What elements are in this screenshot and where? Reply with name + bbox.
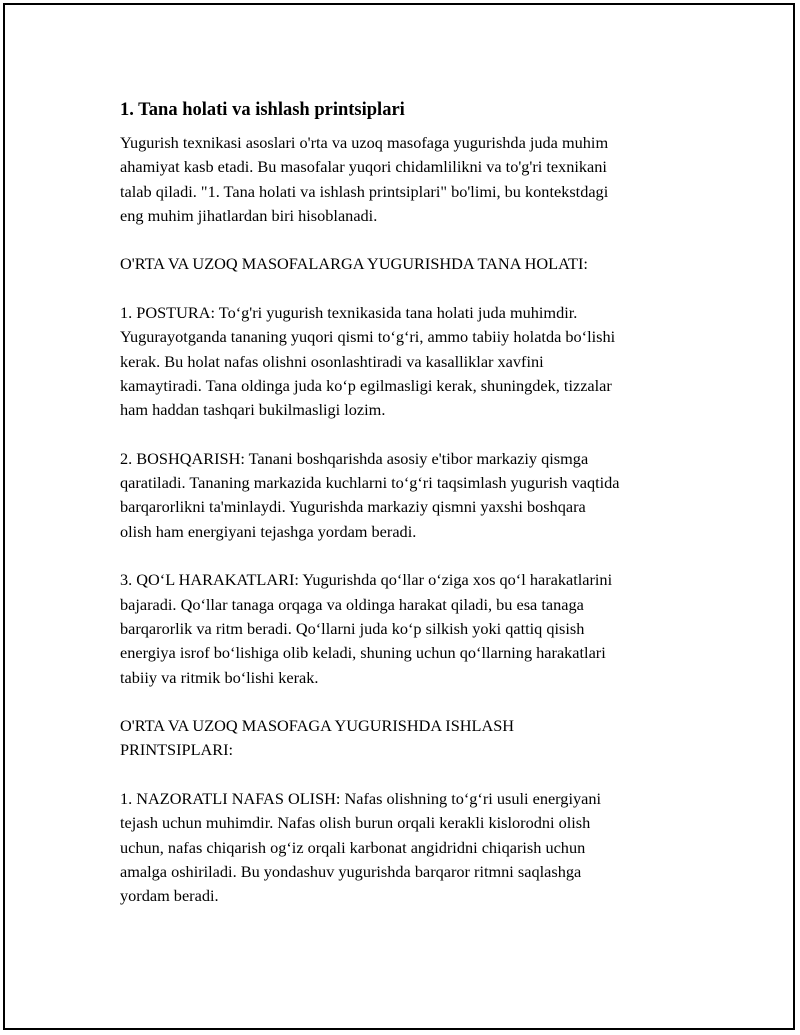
- text-line: talab qiladi. "1. Tana holati va ishlash printsiplari" bo'limi, bu kontekstdagi: [120, 181, 609, 201]
- qol-harakatlari-paragraph: [120, 568, 700, 689]
- text-line: PRINTSIPLARI:: [120, 740, 234, 760]
- text-line: 3. QO‘L HARAKATLARI: Yugurishda qo‘llar o‘ziga xos qo‘l harakatlarini: [120, 570, 613, 590]
- text-line: eng muhim jihatlardan biri hisoblanadi.: [120, 205, 378, 225]
- text-line: 1. POSTURA: To‘g'ri yugurish texnikasida tana holati juda muhimdir.: [120, 303, 578, 323]
- text-line: energiya isrof bo‘lishiga olib keladi, shuning uchun qo‘llarning harakatlari: [120, 643, 606, 663]
- boshqarish-paragraph: [120, 447, 700, 544]
- text-line: Yugurayotganda tananing yuqori qismi to‘g‘ri, ammo tabiiy holatda bo‘lishi: [120, 327, 616, 347]
- text-line: O'RTA VA UZOQ MASOFALARGA YUGURISHDA TANA HOLATI:: [120, 254, 588, 274]
- text-line: Yugurish texnikasi asoslari o'rta va uzoq masofaga yugurishda juda muhim: [120, 133, 609, 152]
- text-line: olish ham energiyani tejashga yordam beradi.: [120, 521, 417, 541]
- intro-paragraph: [120, 131, 700, 228]
- text-line: ahamiyat kasb etadi. Bu masofalar yuqori chidamlilikni va to'g'ri texnikani: [120, 157, 607, 177]
- text-line: O'RTA VA UZOQ MASOFAGA YUGURISHDA ISHLASH: [120, 716, 515, 736]
- paragraph-gap: [120, 277, 700, 301]
- text-line: kerak. Bu holat nafas olishni osonlashtiradi va kasalliklar xavfini: [120, 351, 544, 371]
- page-frame: [3, 3, 795, 1030]
- text-line: uchun, nafas chiqarish og‘iz orqali karbonat angidridni chiqarish uchun: [120, 837, 586, 857]
- nafas-olish-paragraph: [120, 787, 700, 908]
- text-line: 2. BOSHQARISH: Tanani boshqarishda asosiy e'tibor markaziy qismga: [120, 448, 589, 468]
- section-heading-tana-holati: [120, 252, 700, 276]
- paragraph-gap: [120, 690, 700, 714]
- text-line: tabiiy va ritmik bo‘lishi kerak.: [120, 667, 319, 687]
- paragraph-gap: [120, 763, 700, 787]
- text-line: 1. NAZORATLI NAFAS OLISH: Nafas olishning to‘g‘ri usuli energiyani: [120, 789, 602, 809]
- text-line: qaratiladi. Tananing markazida kuchlarni to‘g‘ri taqsimlash yugurish vaqtida: [120, 473, 620, 493]
- text-line: bajaradi. Qo‘llar tanaga orqaga va oldinga harakat qiladi, bu esa tanaga: [120, 594, 584, 614]
- paragraph-gap: [120, 544, 700, 568]
- text-line: barqarorlikni ta'minlaydi. Yugurishda markaziy qismni yaxshi boshqara: [120, 497, 586, 517]
- postura-paragraph: [120, 301, 700, 422]
- text-line: yordam beradi.: [120, 886, 219, 906]
- section-heading-ishlash-printsiplari: [120, 714, 700, 763]
- paragraph-gap: [120, 228, 700, 252]
- text-line: amalga oshiriladi. Bu yondashuv yugurishda barqaror ritmni saqlashga: [120, 861, 582, 881]
- text-line: ham haddan tashqari bukilmasligi lozim.: [120, 400, 386, 420]
- text-line: barqarorlik va ritm beradi. Qo‘llarni juda ko‘p silkish yoki qattiq qisish: [120, 618, 585, 638]
- text-line: tejash uchun muhimdir. Nafas olish burun orqali kerakli kislorodni olish: [120, 813, 591, 833]
- paragraph-gap: [120, 423, 700, 447]
- document-title: 1. Tana holati va ishlash printsiplari: [120, 100, 405, 120]
- text-line: kamaytiradi. Tana oldinga juda ko‘p egilmasligi kerak, shuningdek, tizzalar: [120, 375, 612, 395]
- document-body: [120, 97, 700, 909]
